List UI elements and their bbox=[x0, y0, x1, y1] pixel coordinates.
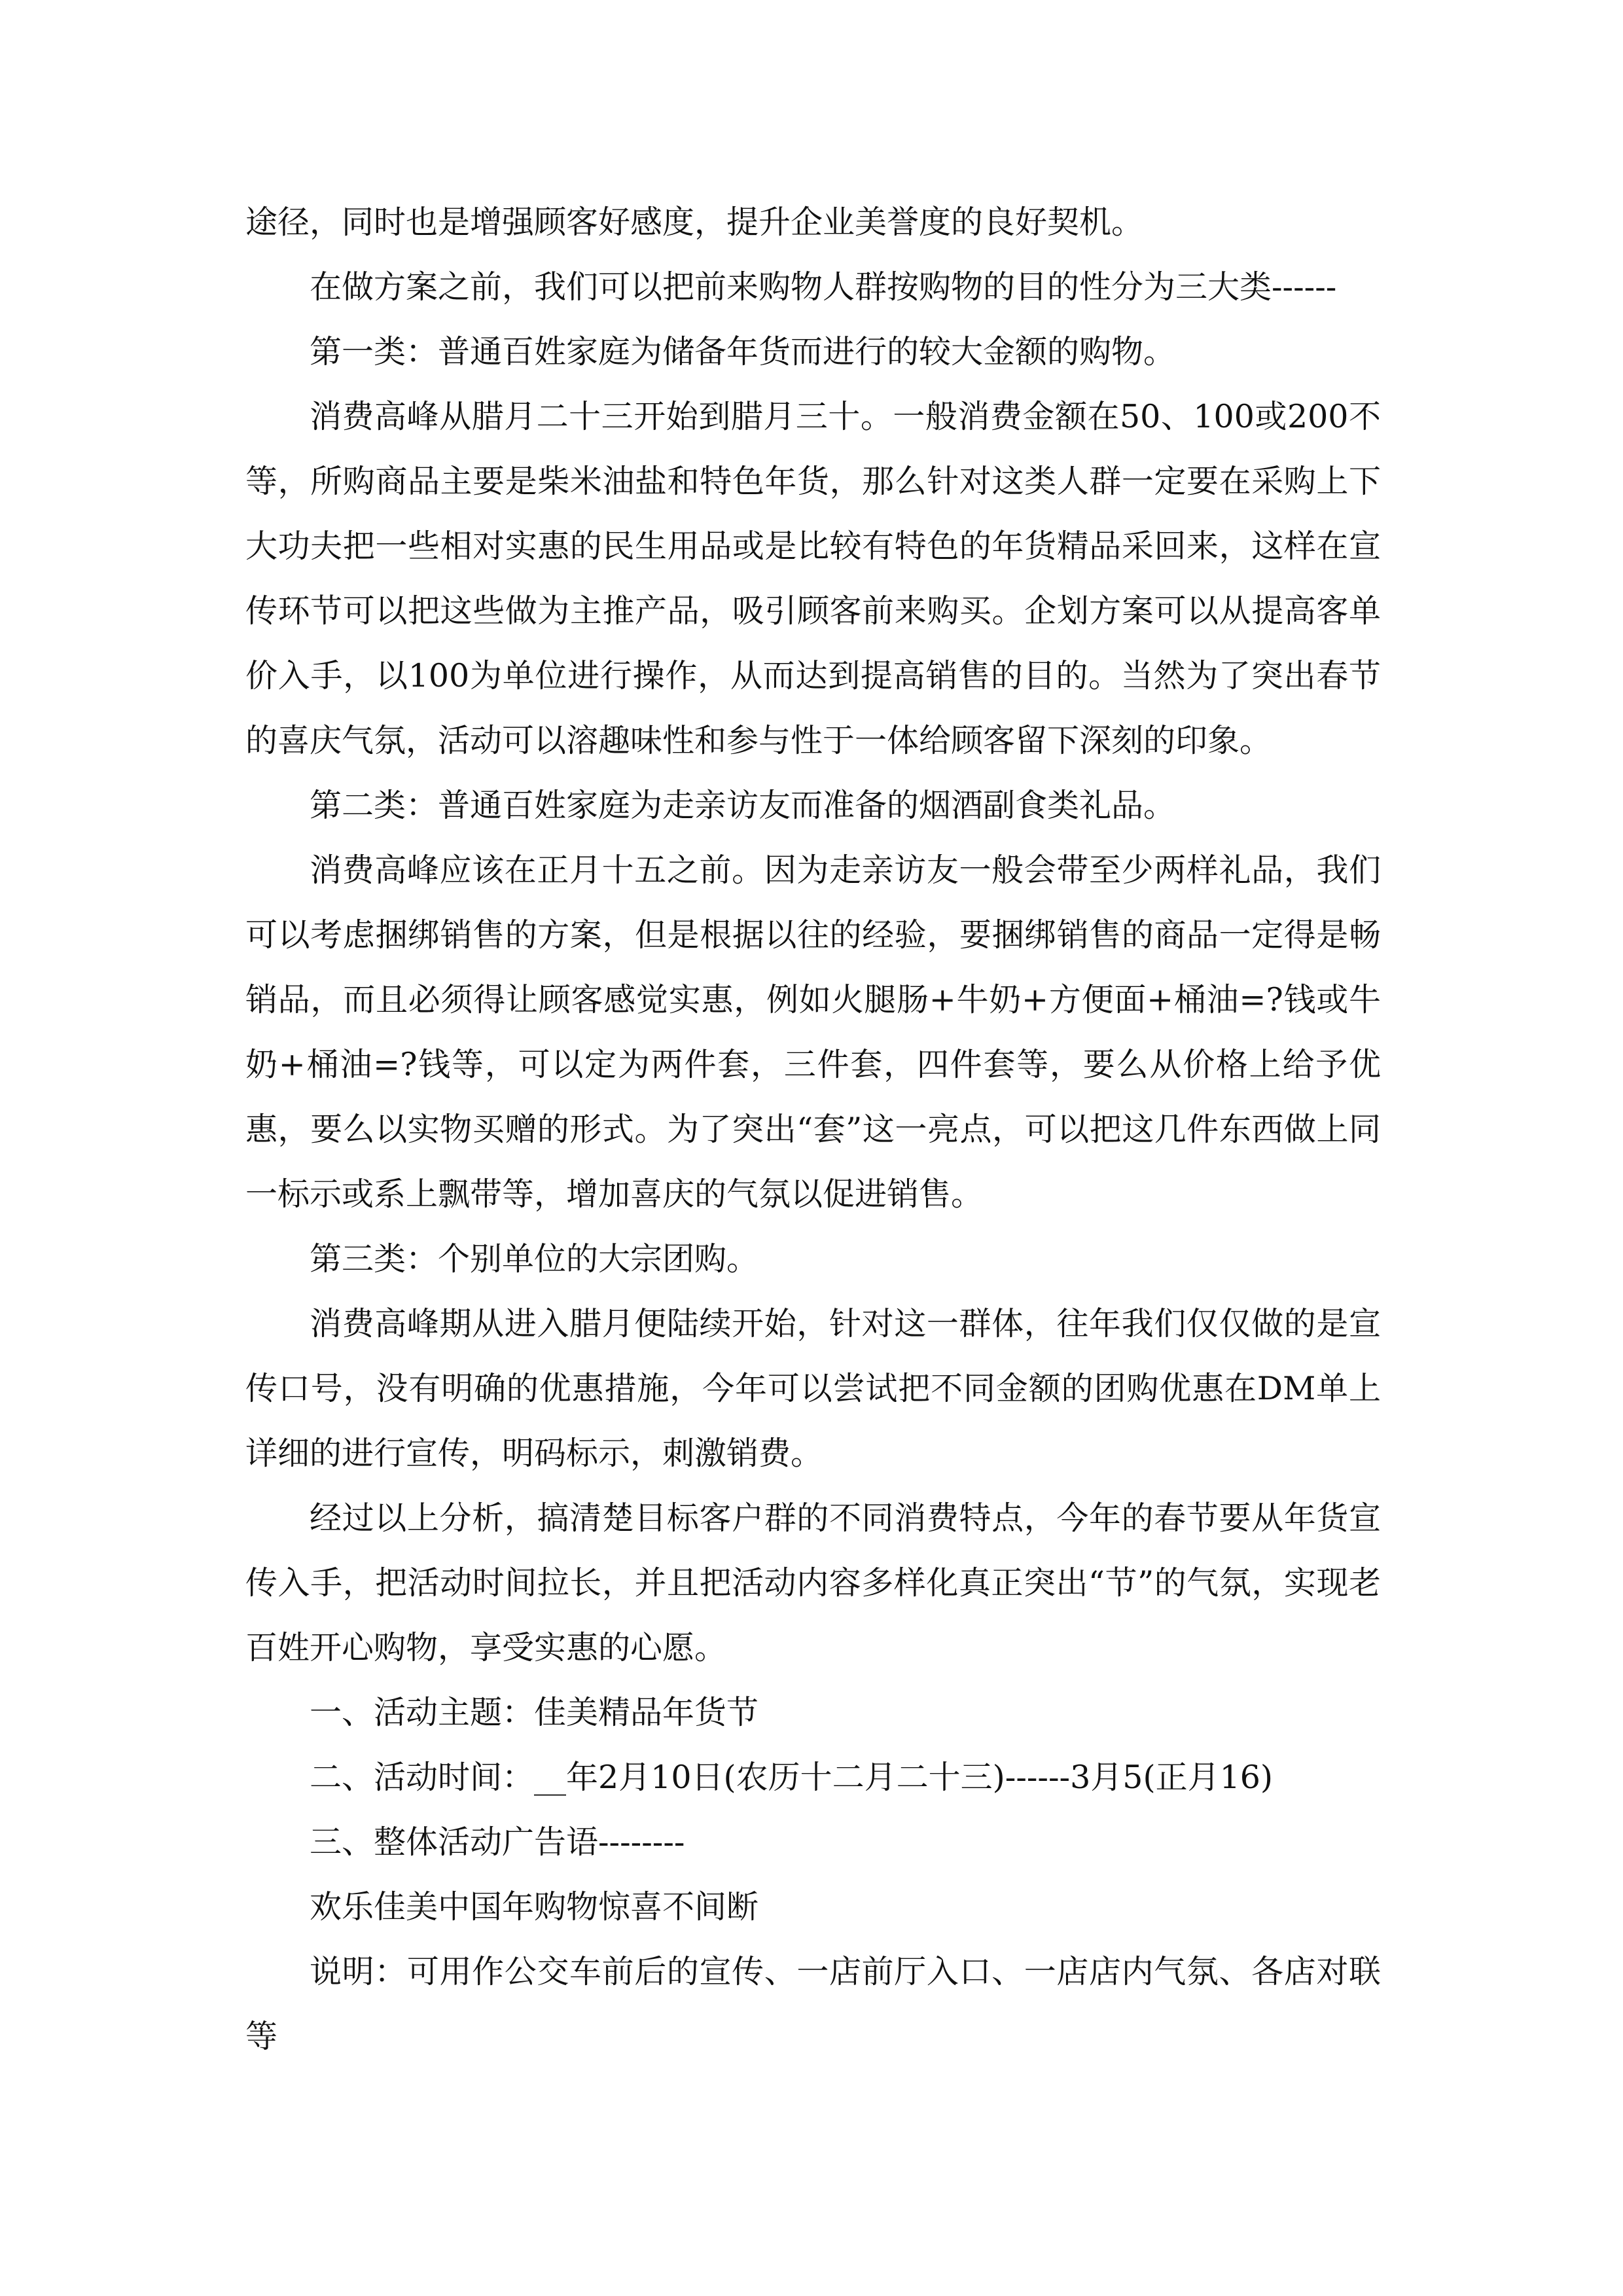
paragraph-slogan-heading: 三、整体活动广告语-------- bbox=[310, 1823, 685, 1861]
paragraph-category-three-body: 消费高峰期从进入腊月便陆续开始，针对这一群体，往年我们仅仅做的是宣传口号，没有明确的优惠措施，今年可以尝试把不同金额的团购优惠在DM单上详细的进行宣传，明码标示，刺激销费。 bbox=[245, 1305, 1381, 1472]
paragraph-intro-continuation: 途径，同时也是增强顾客好感度，提升企业美誉度的良好契机。 bbox=[245, 204, 1144, 241]
paragraph-category-two-heading: 第二类：普通百姓家庭为走亲访友而准备的烟酒副食类礼品。 bbox=[310, 787, 1176, 824]
paragraph-category-one-body: 消费高峰从腊月二十三开始到腊月三十。一般消费金额在50、100或200不等，所购商品主要是柴米油盐和特色年货，那么针对这类人群一定要在采购上下大功夫把一些相对实惠的民生用品或是比较有特色的年货精品采回来，这样在宣传环节可以把这些做为主推产品，吸引顾客前来购买。企划方案可以从提高客单价入手，以100为单位进行操作，从而达到提高销售的目的。当然为了突出春节的喜庆气氛，活动可以溶趣味性和参与性于一体给顾客留下深刻的印象。 bbox=[245, 398, 1381, 759]
paragraph-category-one-heading: 第一类：普通百姓家庭为储备年货而进行的较大金额的购物。 bbox=[310, 333, 1176, 370]
document-page bbox=[245, 190, 1381, 2069]
paragraph-category-two-body: 消费高峰应该在正月十五之前。因为走亲访友一般会带至少两样礼品，我们可以考虑捆绑销售的方案，但是根据以往的经验，要捆绑销售的商品一定得是畅销品，而且必须得让顾客感觉实惠，例如火腿肠+牛奶+方便面+桶油=?钱或牛奶+桶油=?钱等，可以定为两件套，三件套，四件套等，要么从价格上给予优惠，要么以实物买赠的形式。为了突出“套”这一亮点，可以把这几件东西做上同一标示或系上飘带等，增加喜庆的气氛以促进销售。 bbox=[245, 852, 1381, 1213]
paragraph-activity-time: 二、活动时间：__年2月10日(农历十二月二十三)------3月5(正月16) bbox=[310, 1759, 1274, 1796]
paragraph-analysis-summary: 经过以上分析，搞清楚目标客户群的不同消费特点，今年的春节要从年货宣传入手，把活动时间拉长，并且把活动内容多样化真正突出“节”的气氛，实现老百姓开心购物，享受实惠的心愿。 bbox=[245, 1499, 1381, 1666]
paragraph-activity-theme: 一、活动主题：佳美精品年货节 bbox=[310, 1694, 759, 1731]
paragraph-slogan: 欢乐佳美中国年购物惊喜不间断 bbox=[310, 1888, 759, 1926]
paragraph-slogan-usage-note: 说明：可用作公交车前后的宣传、一店前厅入口、一店店内气氛、各店对联等 bbox=[245, 1953, 1381, 2055]
paragraph-classification-intro: 在做方案之前，我们可以把前来购物人群按购物的目的性分为三大类------ bbox=[310, 268, 1337, 306]
paragraph-category-three-heading: 第三类：个别单位的大宗团购。 bbox=[310, 1240, 759, 1278]
